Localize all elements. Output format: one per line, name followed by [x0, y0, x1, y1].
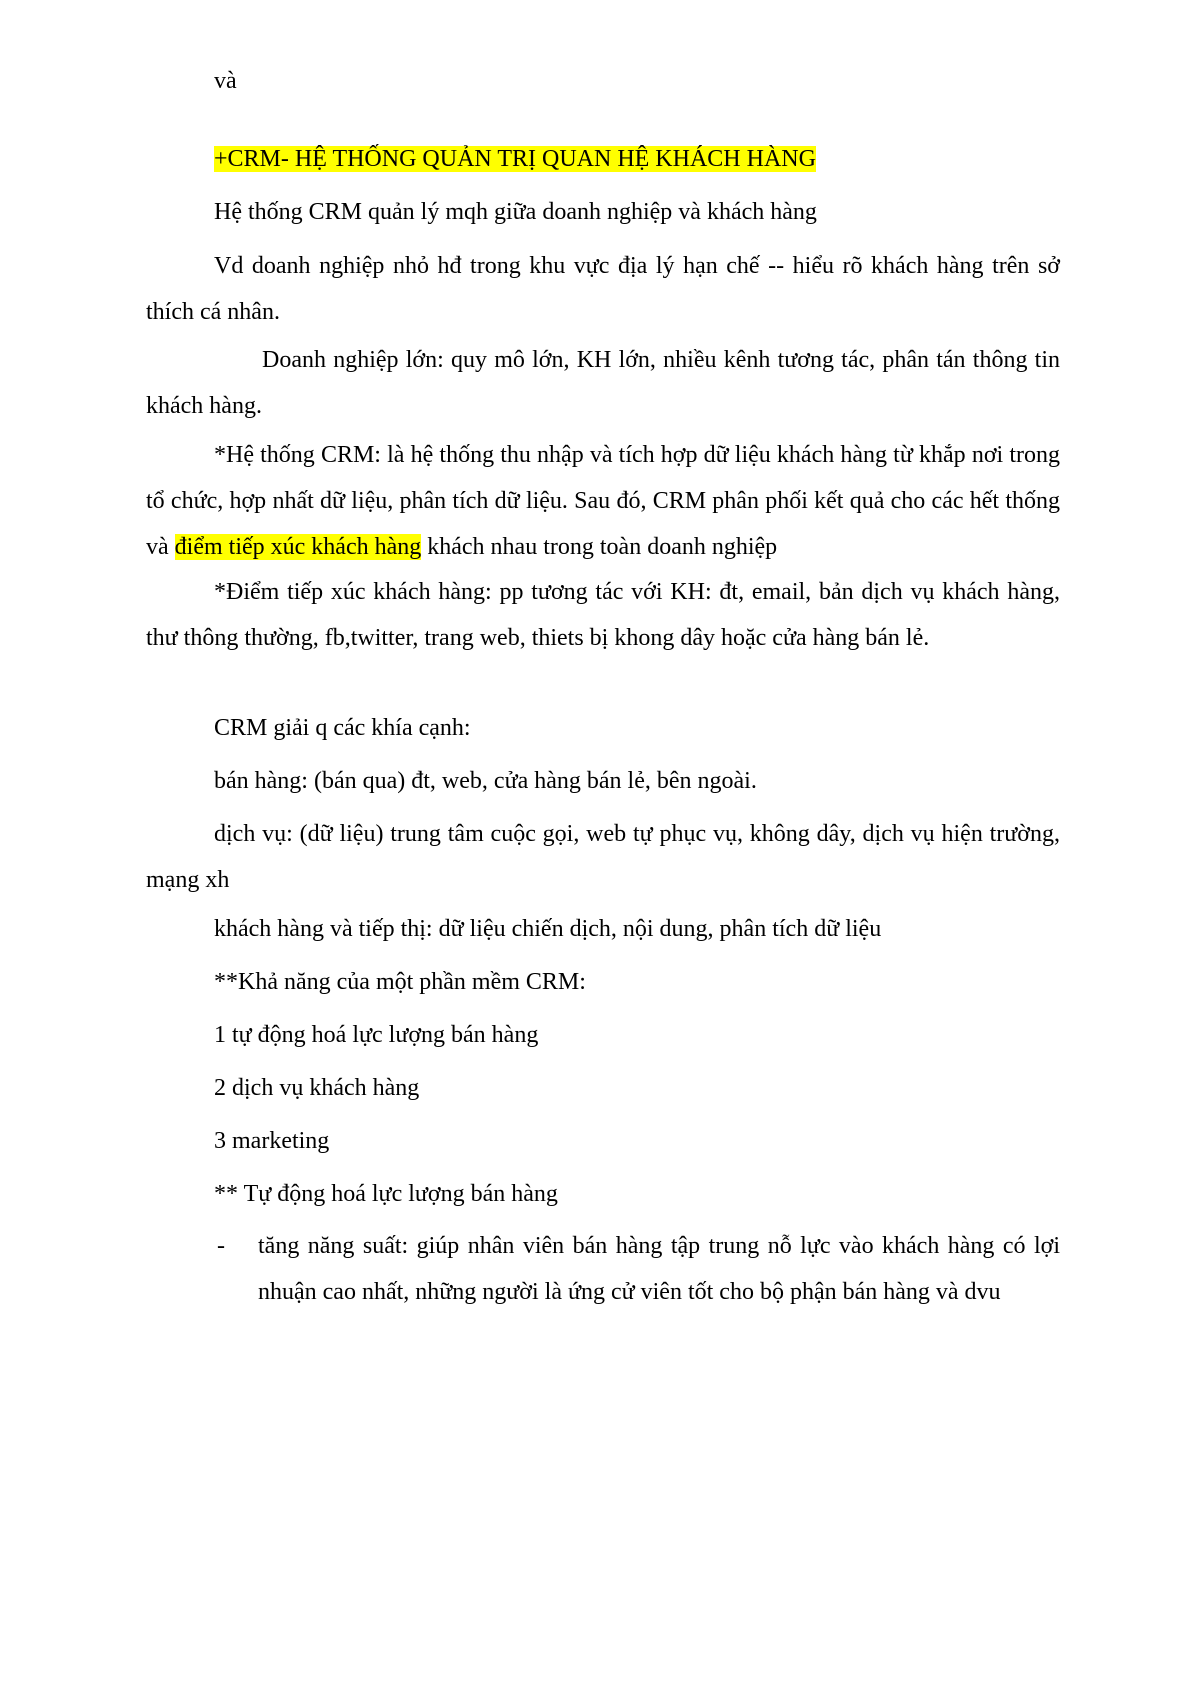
bullet-item-productivity: tăng năng suất: giúp nhân viên bán hàng tập trung nỗ lực vào khách hàng có lợi nhuận cao nhất, những người là ứng cử viên tốt cho bộ phận bán hàng và dvu [258, 1233, 1060, 1305]
text-fragment-va: và [214, 68, 237, 94]
paragraph-sales: bán hàng: (bán qua) đt, web, cửa hàng bán lẻ, bên ngoài. [214, 768, 757, 794]
paragraph-marketing-data: khách hàng và tiếp thị: dữ liệu chiến dịch, nội dung, phân tích dữ liệu [214, 916, 882, 942]
paragraph-services: dịch vụ: (dữ liệu) trung tâm cuộc gọi, web tự phục vụ, không dây, dịch vụ hiện trường, mạng xh [146, 821, 1060, 893]
list-item-3: 3 marketing [214, 1128, 330, 1154]
highlighted-heading: +CRM- HỆ THỐNG QUẢN TRỊ QUAN HỆ KHÁCH HÀNG [214, 146, 816, 172]
highlighted-touchpoint: điểm tiếp xúc khách hàng [174, 534, 422, 560]
paragraph-crm-aspects: CRM giải q các khía cạnh: [214, 715, 471, 741]
section-heading [146, 136, 1060, 182]
paragraph-crm-definition: Hệ thống CRM quản lý mqh giữa doanh nghiệp và khách hàng [214, 199, 817, 225]
list-item-1: 1 tự động hoá lực lượng bán hàng [214, 1022, 539, 1048]
paragraph-crm-system-start: *Hệ thống CRM: là hệ thống thu nhập và tích hợp dữ liệu khách hàng từ khắp nơi trong tổ chức, hợp nhất dữ liệu, phân tích dữ liệu. Sau đó, CRM phân phối kết quả cho các hết thống và [146, 442, 1060, 560]
bullet-marker: - [217, 1233, 225, 1259]
paragraph-crm-system-end: khách nhau trong toàn doanh nghiệp [421, 534, 778, 560]
paragraph-large-business: Doanh nghiệp lớn: quy mô lớn, KH lớn, nhiều kênh tương tác, phân tán thông tin khách hàng. [146, 347, 1060, 419]
paragraph-crm-system [146, 432, 1060, 570]
paragraph-small-business: Vd doanh nghiệp nhỏ hđ trong khu vực địa lý hạn chế -- hiểu rõ khách hàng trên sở thích cá nhân. [146, 253, 1060, 325]
list-item-2: 2 dịch vụ khách hàng [214, 1075, 420, 1101]
paragraph-touchpoints: *Điểm tiếp xúc khách hàng: pp tương tác với KH: đt, email, bản dịch vụ khách hàng, thư thông thường, fb,twitter, trang web, thiets bị khong dây hoặc cửa hàng bán lẻ. [146, 579, 1060, 651]
paragraph-sales-automation-title: ** Tự động hoá lực lượng bán hàng [214, 1181, 558, 1207]
paragraph-capabilities-title: **Khả năng của một phần mềm CRM: [214, 969, 586, 995]
